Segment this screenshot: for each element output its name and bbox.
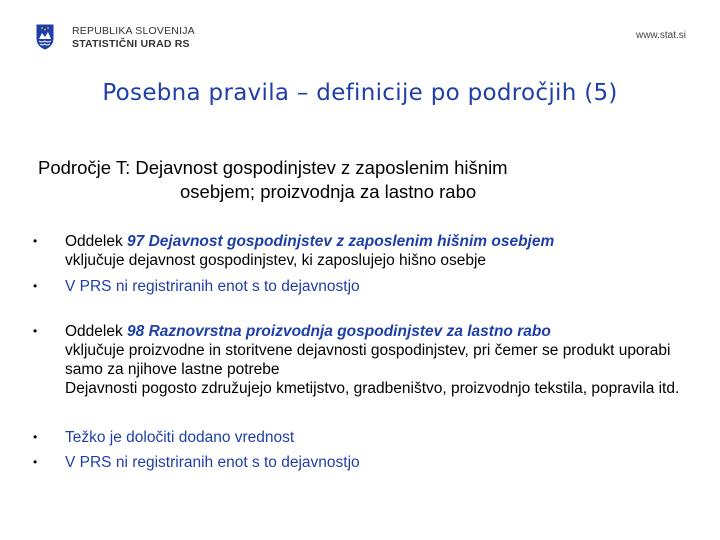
coat-of-arms-icon xyxy=(36,24,54,50)
list-item-text: V PRS ni registriranih enot s to dejavnostjo xyxy=(65,454,360,471)
item-prefix: Oddelek xyxy=(65,233,128,250)
subtitle-line1: Področje T: Dejavnost gospodinjstev z zaposlenim hišnim xyxy=(38,157,508,178)
subtitle-line2: osebjem; proizvodnja za lastno rabo xyxy=(180,181,477,202)
website-url[interactable]: www.stat.si xyxy=(635,30,686,41)
item-prefix: Oddelek xyxy=(65,323,128,340)
item-rest: vključuje dejavnost gospodinjstev, ki zaposlujejo hišno osebje xyxy=(65,252,487,269)
org-line1: REPUBLIKA SLOVENIJA xyxy=(72,25,195,37)
slide-subtitle xyxy=(38,156,638,204)
bullet-icon: • xyxy=(33,455,38,469)
bullet-icon: • xyxy=(33,324,38,338)
org-line2: STATISTIČNI URAD RS xyxy=(72,38,190,50)
item-emphasis: 97 Dejavnost gospodinjstev z zaposlenim hišnim osebjem xyxy=(127,233,555,250)
list-item-text xyxy=(65,322,680,398)
bullet-icon: • xyxy=(33,430,38,444)
item-continuation: Dejavnosti pogosto združujejo kmetijstvo, gradbeništvo, proizvodnjo tekstila, popravila itd. xyxy=(65,380,680,397)
list-item-text xyxy=(65,232,685,270)
list-item-text: Težko je določiti dodano vrednost xyxy=(65,429,295,446)
list-item-text: V PRS ni registriranih enot s to dejavnostjo xyxy=(65,278,360,295)
slide-title: Posebna pravila – definicije po področjih (5) xyxy=(102,80,618,106)
organization-name xyxy=(72,25,195,51)
bullet-icon: • xyxy=(33,234,38,248)
item-emphasis: 98 Raznovrstna proizvodnja gospodinjstev za lastno rabo xyxy=(127,323,551,340)
bullet-icon: • xyxy=(33,279,38,293)
item-rest: vključuje proizvodne in storitvene dejavnosti gospodinjstev, pri čemer se produkt uporabi samo za njihove lastne potrebe xyxy=(65,342,671,378)
